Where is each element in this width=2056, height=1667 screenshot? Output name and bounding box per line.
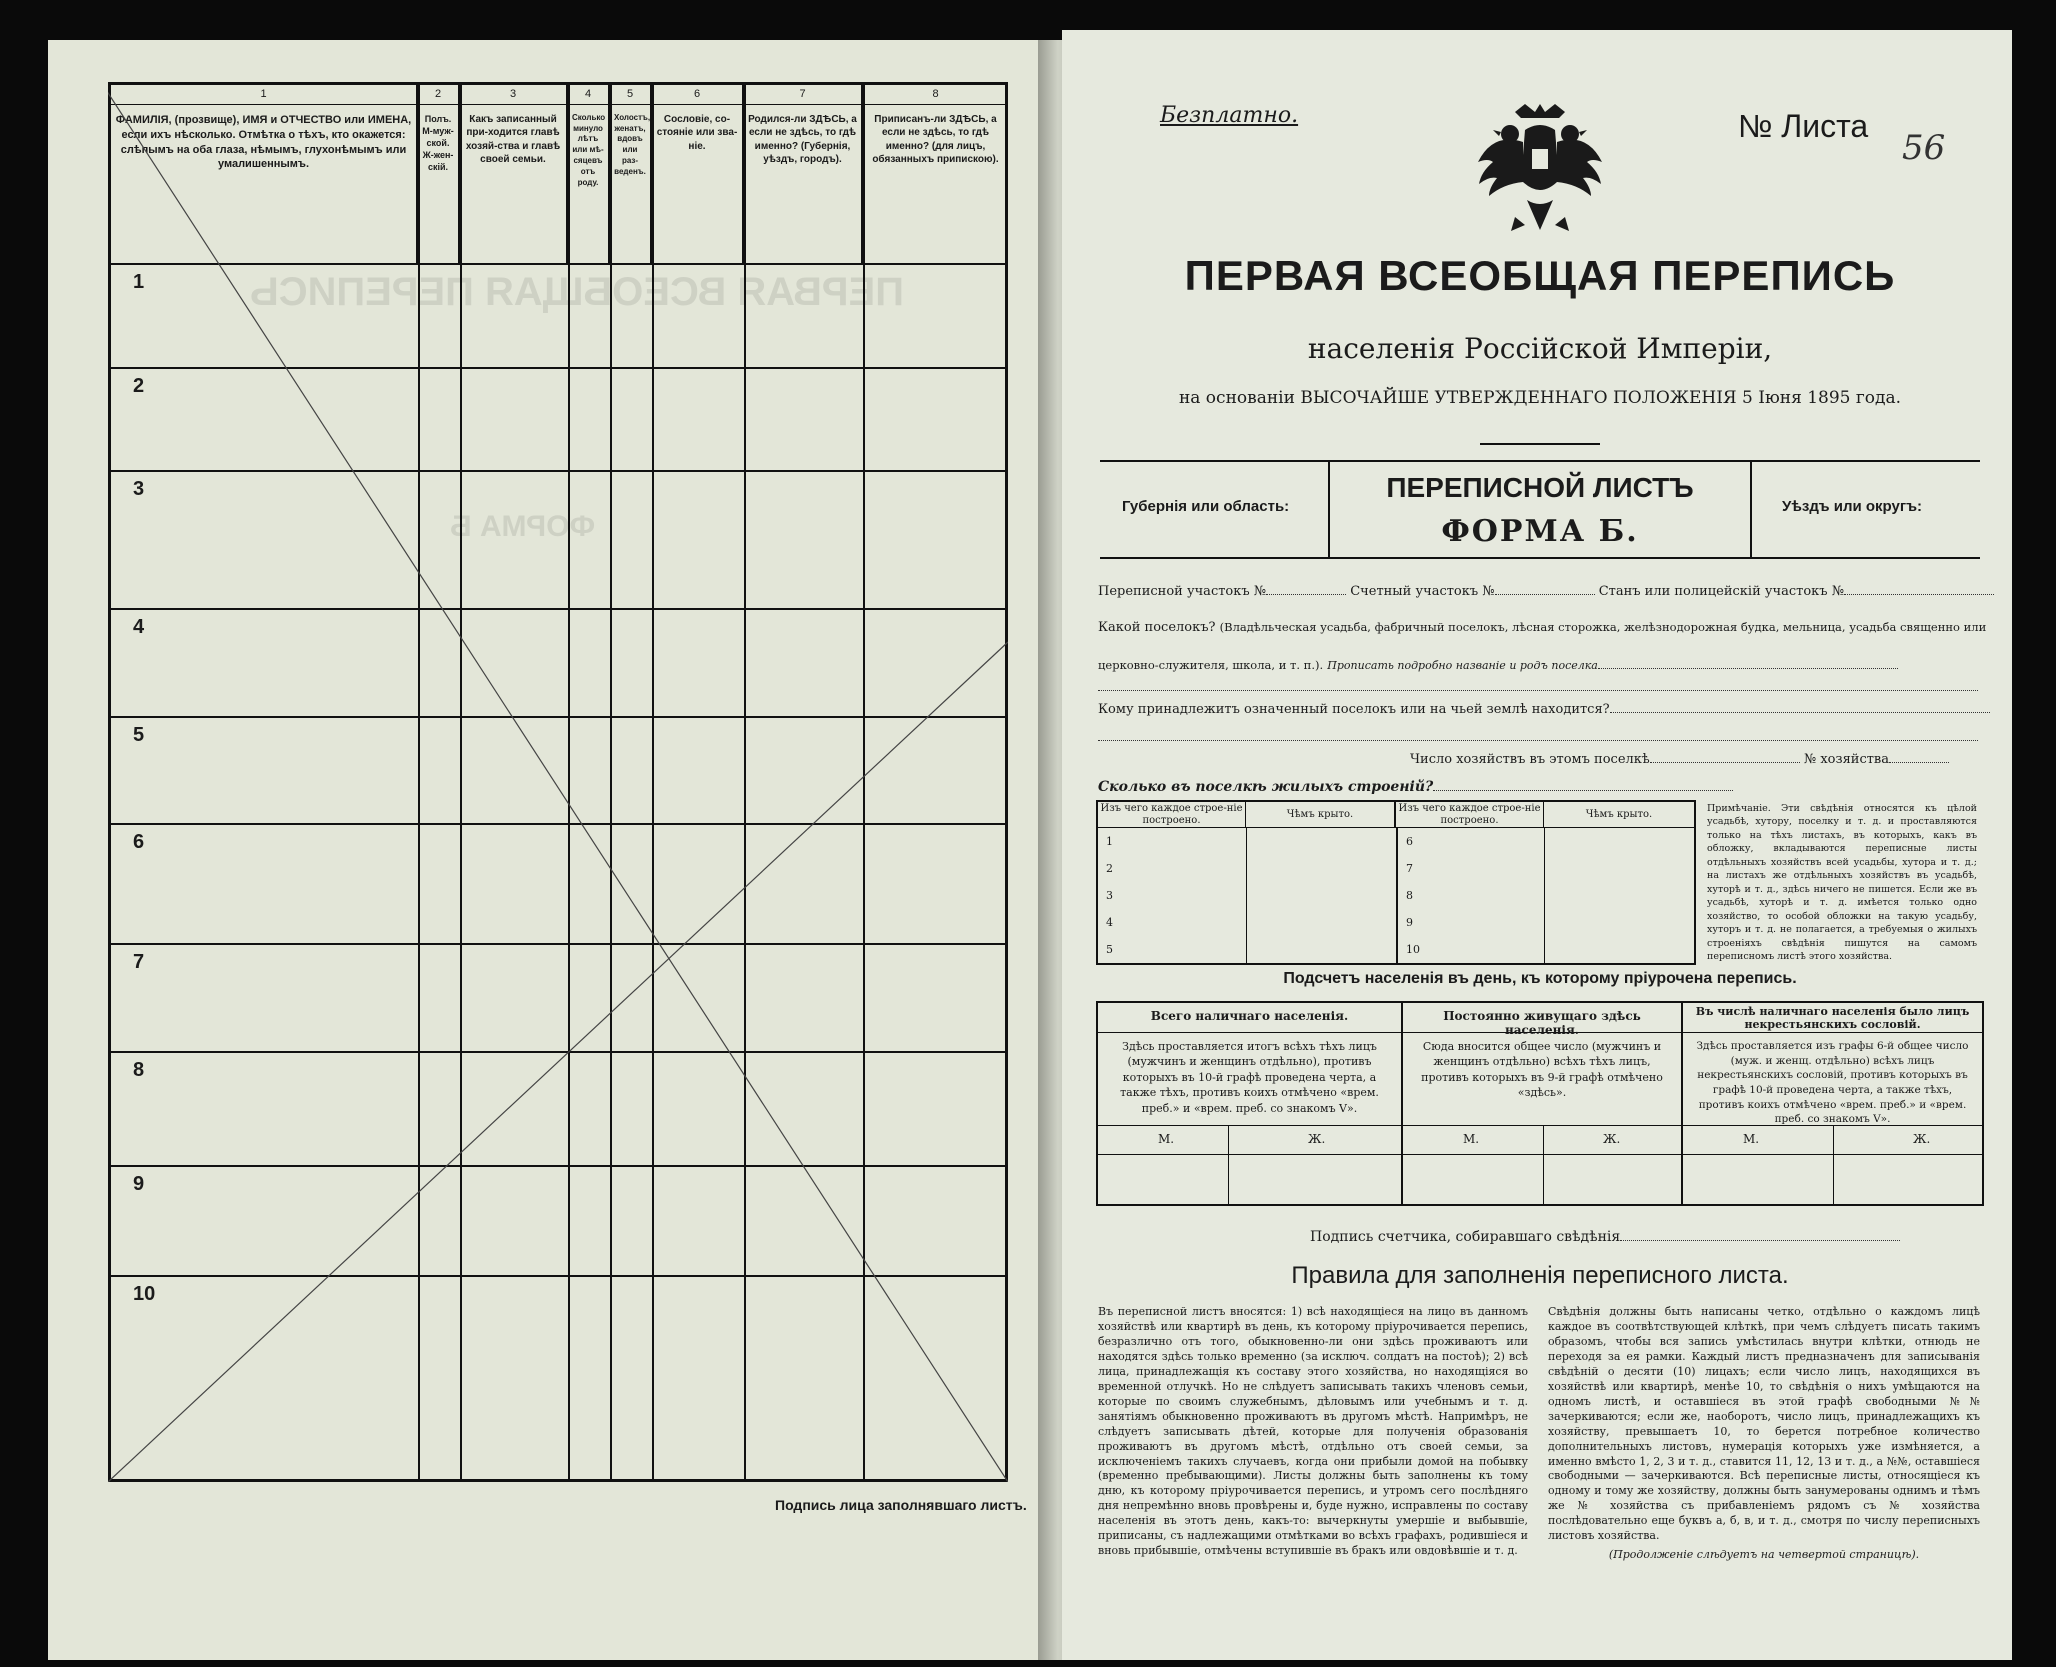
bt-header: Чѣмъ крыто. bbox=[1246, 802, 1396, 828]
pop-mf-divider bbox=[1543, 1125, 1544, 1204]
bt-row-number: 5 bbox=[1106, 943, 1113, 956]
col-number: 2 bbox=[418, 85, 458, 105]
fill-line bbox=[1433, 778, 1733, 791]
cross-out-lines bbox=[108, 82, 1008, 1482]
col-number: 3 bbox=[460, 85, 566, 105]
bt-divider bbox=[1396, 828, 1398, 963]
free-label: Безплатно. bbox=[1160, 103, 1299, 128]
col-header-text: Сколько минуло лѣтъ или мѣ-сяцевъ отъ роду. bbox=[572, 112, 606, 187]
rules-right-body: Свѣдѣнія должны быть написаны четко, отдѣльно о каждомъ лицѣ каждое въ соотвѣтствующей клѣткѣ, при чемъ слѣдуетъ писать такимъ образомъ, чтобы вся запись умѣстилась внутри клѣтки, отнюдь не переходя за ея рамки. Каждый листъ предназначенъ для записыванія свѣдѣній о десяти (10) лицахъ; если число лицъ, находящихся въ хозяйствѣ или квартирѣ, менѣе 10, то свѣдѣнія о нихъ умѣщаются на одномъ листѣ, и оставшіеся въ этой графѣ свободными №№ зачеркиваются; если же, наоборотъ, число лицъ, принадлежащихъ къ хозяйству, превышаетъ 10, то берется потребное количество дополнительныхъ листовъ, нумерація которыхъ уже измѣняется, а именно вмѣсто 1, 2, 3 и т. д., ставится 11, 12, 13 и т. д., а №№, оставшіеся свободными — зачеркиваются. Всѣ переписные листы, относящіеся къ одному и тому же хозяйству, должны быть занумерованы однимъ и тѣмъ же № хозяйства съ прибавленіемъ рядомъ съ № хозяйства послѣдовательно еще буквъ а, б, в, и т. д., смотря по числу переписныхъ листовъ хозяйства. bbox=[1548, 1305, 1980, 1543]
sheet-number-value: 56 bbox=[1902, 128, 1946, 168]
line-poselok bbox=[1098, 620, 1986, 635]
bt-header: Изъ чего каждое строе-ніе построено. bbox=[1396, 802, 1544, 828]
row-number: 6 bbox=[133, 831, 145, 853]
fill-line bbox=[1650, 750, 1800, 763]
uezd-box bbox=[1750, 462, 1980, 557]
line-poselok-2 bbox=[1098, 656, 1898, 673]
line-buildings bbox=[1098, 778, 1733, 795]
female-label: Ж. bbox=[1913, 1132, 1931, 1146]
perepisnoy-uchastok-label: Переписной участокъ № bbox=[1098, 584, 1267, 599]
bt-row-number: 8 bbox=[1406, 889, 1413, 902]
schetny-uchastok-label: Счетный участокъ № bbox=[1350, 584, 1495, 599]
row-number: 1 bbox=[133, 271, 145, 293]
fill-line bbox=[1610, 700, 1990, 713]
bt-row-number: 1 bbox=[1106, 835, 1113, 848]
col-header-text: Приписанъ-ли ЗДѢСЬ, а если не здѣсь, то гдѣ именно? (для лицъ, обязанныхъ припискою). bbox=[872, 113, 999, 166]
pop-col-permanent bbox=[1403, 1003, 1683, 1204]
poselok-label: Какой поселокъ? bbox=[1098, 620, 1216, 635]
fill-line bbox=[1844, 582, 1994, 595]
buildings-table bbox=[1096, 800, 1696, 965]
form-header-box bbox=[1100, 460, 1980, 559]
col-header-text: ФАМИЛІЯ, (прозвище), ИМЯ и ОТЧЕСТВО или ИМЕНА, если ихъ нѣсколько. Отмѣтка о тѣхъ, кто окажется: слѣпымъ на оба глаза, нѣмымъ, глухонѣмымъ или умалишеннымъ. bbox=[115, 113, 412, 171]
buildings-label: Сколько въ поселкѣ жилыхъ строеній? bbox=[1098, 779, 1434, 795]
double-headed-eagle-icon bbox=[1475, 102, 1605, 242]
pop-desc: Здѣсь проставляется изъ графы 6-й общее число (муж. и женщ. отдѣльно) всѣхъ лицъ некрестьянскихъ сословій, противъ которыхъ въ графѣ 10-й проведена черта, а также тѣхъ, противъ коихъ отмѣчено «врем. преб.» и «врем. преб. со знакомъ V». bbox=[1696, 1040, 1969, 1126]
line-households bbox=[1410, 750, 1949, 767]
row-number: 2 bbox=[133, 375, 145, 397]
poselok-hint: (Владѣльческая усадьба, фабричный поселокъ, лѣсная сторожка, желѣзнодорожная будка, мельница, усадьба священно или bbox=[1219, 620, 1987, 634]
col-number: 5 bbox=[610, 85, 650, 105]
bt-row-number: 10 bbox=[1406, 943, 1420, 956]
male-label: М. bbox=[1158, 1132, 1175, 1146]
title-rule bbox=[1480, 443, 1600, 445]
pop-mf-divider bbox=[1228, 1125, 1229, 1204]
row-number: 10 bbox=[133, 1283, 156, 1305]
diagonal-line bbox=[108, 82, 1008, 1482]
owner-label: Кому принадлежитъ означенный поселокъ или на чьей землѣ находится? bbox=[1098, 702, 1610, 717]
fill-line bbox=[1889, 750, 1949, 763]
bt-row-number: 3 bbox=[1106, 889, 1113, 902]
uezd-label: Уѣздъ или округъ: bbox=[1782, 498, 1923, 515]
col-header-text: Родился-ли ЗДѢСЬ, а если не здѣсь, то гдѣ именно? (Губернія, уѣздъ, городъ). bbox=[748, 113, 857, 166]
fill-line bbox=[1620, 1228, 1900, 1241]
counter-signature bbox=[1310, 1228, 1900, 1245]
col-number: 1 bbox=[111, 85, 416, 105]
population-title: Подсчетъ населенія въ день, къ которому пріурочена перепись. bbox=[1283, 970, 1797, 987]
row-number: 8 bbox=[133, 1059, 145, 1081]
stan-label: Станъ или полицейскій участокъ № bbox=[1598, 584, 1845, 599]
bleed-through-title: ПЕРВАЯ ВСЕОБЩАЯ ПЕРЕПИСЬ bbox=[250, 270, 904, 314]
household-no-label: № хозяйства bbox=[1803, 752, 1889, 767]
female-label: Ж. bbox=[1308, 1132, 1326, 1146]
row-number: 3 bbox=[133, 478, 145, 500]
col-number: 6 bbox=[652, 85, 742, 105]
fill-line bbox=[1098, 690, 1978, 691]
census-basis: на основаніи ВЫСОЧАЙШЕ УТВЕРЖДЕННАГО ПОЛОЖЕНІЯ 5 Іюня 1895 года. bbox=[1178, 388, 1902, 408]
male-label: М. bbox=[1743, 1132, 1760, 1146]
poselok-instruction: Прописать подробно названіе и родъ поселка bbox=[1327, 659, 1598, 672]
continued-note: (Продолженіе слѣдуетъ на четвертой страницѣ). bbox=[1608, 1548, 1920, 1562]
bt-row-number: 4 bbox=[1106, 916, 1113, 929]
form-title: ПЕРЕПИСНОЙ ЛИСТЪ bbox=[1386, 472, 1694, 503]
bt-row-number: 6 bbox=[1406, 835, 1413, 848]
pop-desc: Сюда вносится общее число (мужчинъ и женщинъ отдѣльно) всѣхъ тѣхъ лицъ, противъ которыхъ въ 9-й графѣ отмѣчено «здѣсь». bbox=[1421, 1040, 1663, 1100]
bt-row-number: 7 bbox=[1406, 862, 1413, 875]
bt-divider bbox=[1544, 828, 1545, 963]
fill-line bbox=[1098, 740, 1978, 741]
pop-mf-row bbox=[1098, 1125, 1401, 1155]
bt-header: Чѣмъ крыто. bbox=[1544, 802, 1694, 828]
pop-header: Всего наличнаго населенія. bbox=[1098, 1003, 1401, 1033]
row-number: 7 bbox=[133, 951, 145, 973]
bt-header: Изъ чего каждое строе-ніе построено. bbox=[1098, 802, 1246, 828]
row-number: 9 bbox=[133, 1173, 145, 1195]
bt-divider bbox=[1246, 828, 1247, 963]
row-number: 5 bbox=[133, 724, 145, 746]
poselok-hint-2: церковно-служителя, школа, и т. п.). bbox=[1098, 658, 1324, 672]
form-name: ФОРМА Б. bbox=[1441, 514, 1639, 549]
pop-col-nonpeasant bbox=[1683, 1003, 1982, 1204]
bt-row-number: 9 bbox=[1406, 916, 1413, 929]
col-number: 7 bbox=[744, 85, 861, 105]
rules-title: Правила для заполненія переписного листа. bbox=[1291, 1262, 1789, 1289]
census-title: ПЕРВАЯ ВСЕОБЩАЯ ПЕРЕПИСЬ bbox=[1184, 252, 1896, 299]
diagonal-line bbox=[108, 642, 1008, 1482]
rules-right-text bbox=[1548, 1305, 1980, 1563]
col-header-text: Сословіе, со-стояніе или зва-ніе. bbox=[656, 113, 738, 152]
col-header-text: Какъ записанный при-ходится главѣ хозяй-ства и главѣ своей семьи. bbox=[465, 113, 561, 166]
buildings-note: Примѣчаніе. Эти свѣдѣнія относятся къ цѣлой усадьбѣ, хутору, поселку и т. д. и проставляются только на тѣхъ листахъ, въ которыхъ, какъ въ обложку, вкладываются переписные листы отдѣльныхъ хозяйствъ всей усадьбы, хутора и т. д.; на листахъ же отдѣльныхъ хозяйствъ въ усадьбѣ, хуторѣ и т. д., здѣсь ничего не пишется. Если же въ усадьбѣ, хуторѣ и т. д. имѣется только одно хозяйство, то особой обложки на такую усадьбу, хуторъ и т. д. не полагается, а требуемыя о жилыхъ строеніяхъ свѣдѣнія пишутся на самомъ переписномъ листѣ этого хозяйства. bbox=[1707, 803, 1977, 963]
population-table bbox=[1096, 1001, 1984, 1206]
col-number: 4 bbox=[568, 85, 608, 105]
col-number: 8 bbox=[863, 85, 1008, 105]
census-subtitle: населенія Россійской Имперіи, bbox=[1307, 332, 1773, 365]
fill-line bbox=[1495, 582, 1595, 595]
gubernia-box bbox=[1100, 462, 1330, 557]
pop-desc: Здѣсь проставляется итогъ всѣхъ тѣхъ лицъ (мужчинъ и женщинъ отдѣльно), противъ которыхъ въ 10-й графѣ проведена черта, а также тѣхъ, противъ коихъ отмѣчено «врем. преб.» и «врем. преб. со знакомъ V». bbox=[1120, 1040, 1379, 1115]
row-number: 4 bbox=[133, 616, 145, 638]
pop-header: Въ числѣ наличнаго населенія было лицъ некрестьянскихъ сословій. bbox=[1683, 1003, 1982, 1033]
gubernia-label: Губернія или область: bbox=[1122, 498, 1290, 515]
pop-header: Постоянно живущаго здѣсь населенія. bbox=[1403, 1003, 1681, 1033]
sheet-number-label: № Листа bbox=[1738, 108, 1869, 144]
female-label: Ж. bbox=[1603, 1132, 1621, 1146]
bleed-through-form: ФОРМА Б bbox=[450, 510, 596, 543]
pop-mf-divider bbox=[1833, 1125, 1834, 1204]
fill-line bbox=[1598, 656, 1898, 669]
bt-row-number: 2 bbox=[1106, 862, 1113, 875]
pop-mf-row bbox=[1403, 1125, 1681, 1155]
households-label: Число хозяйствъ въ этомъ поселкѣ bbox=[1410, 752, 1650, 767]
col-header-text: Полъ. М-муж-ской. Ж-жен-скій. bbox=[422, 113, 454, 173]
col-header-text: Холостъ, женатъ, вдовъ или раз-веденъ. bbox=[614, 112, 651, 176]
counter-signature-label: Подпись счетчика, собиравшаго свѣдѣнія bbox=[1310, 1229, 1621, 1245]
pop-col-total bbox=[1098, 1003, 1403, 1204]
line-owner bbox=[1098, 700, 1990, 717]
line-uchastok bbox=[1098, 582, 1994, 599]
fill-line bbox=[1266, 582, 1346, 595]
rules-left-text: Въ переписной листъ вносятся: 1) всѣ находящіеся на лицо въ данномъ хозяйствѣ или квартирѣ въ день, къ которому пріурочивается перепись, безразлично отъ того, обыкновенно-ли они здѣсь проживаютъ или находятся здѣсь только временно (за исключ. солдатъ на постоѣ); 2) всѣ лица, принадлежащія къ составу этого хозяйства, но находящіяся во временной отлучкѣ. Но не слѣдуетъ записывать такихъ членовъ семьи, которые по своимъ служебнымъ, дѣловымъ или учебнымъ и т. д. занятіямъ обыкновенно проживаютъ въ другомъ мѣстѣ. Напримѣръ, не слѣдуетъ записывать дѣтей, которые для полученія образованія проживаютъ въ другомъ мѣстѣ, отдѣльно отъ своей семьи, за исключеніемъ такихъ случаевъ, когда они прибыли домой на побывку (временно пребывающими). Листы должны быть заполнены къ тому дню, къ которому пріурочивается перепись, и утромъ сего послѣдняго дня непремѣнно вновь провѣрены и, буде нужно, исправлены по составу населенія въ этотъ день, какъ-то: вычеркнуты умершіе и выбывшіе, приписаны, съ надлежащими отмѣтками во всѣхъ графахъ, родившіеся и вновь прибывшіе, отмѣчены вступившіе въ бракъ или овдовѣвшіе и т. д. bbox=[1098, 1305, 1528, 1558]
left-signature-label: Подпись лица заполнявшаго листъ. bbox=[775, 1497, 1027, 1513]
male-label: М. bbox=[1463, 1132, 1480, 1146]
